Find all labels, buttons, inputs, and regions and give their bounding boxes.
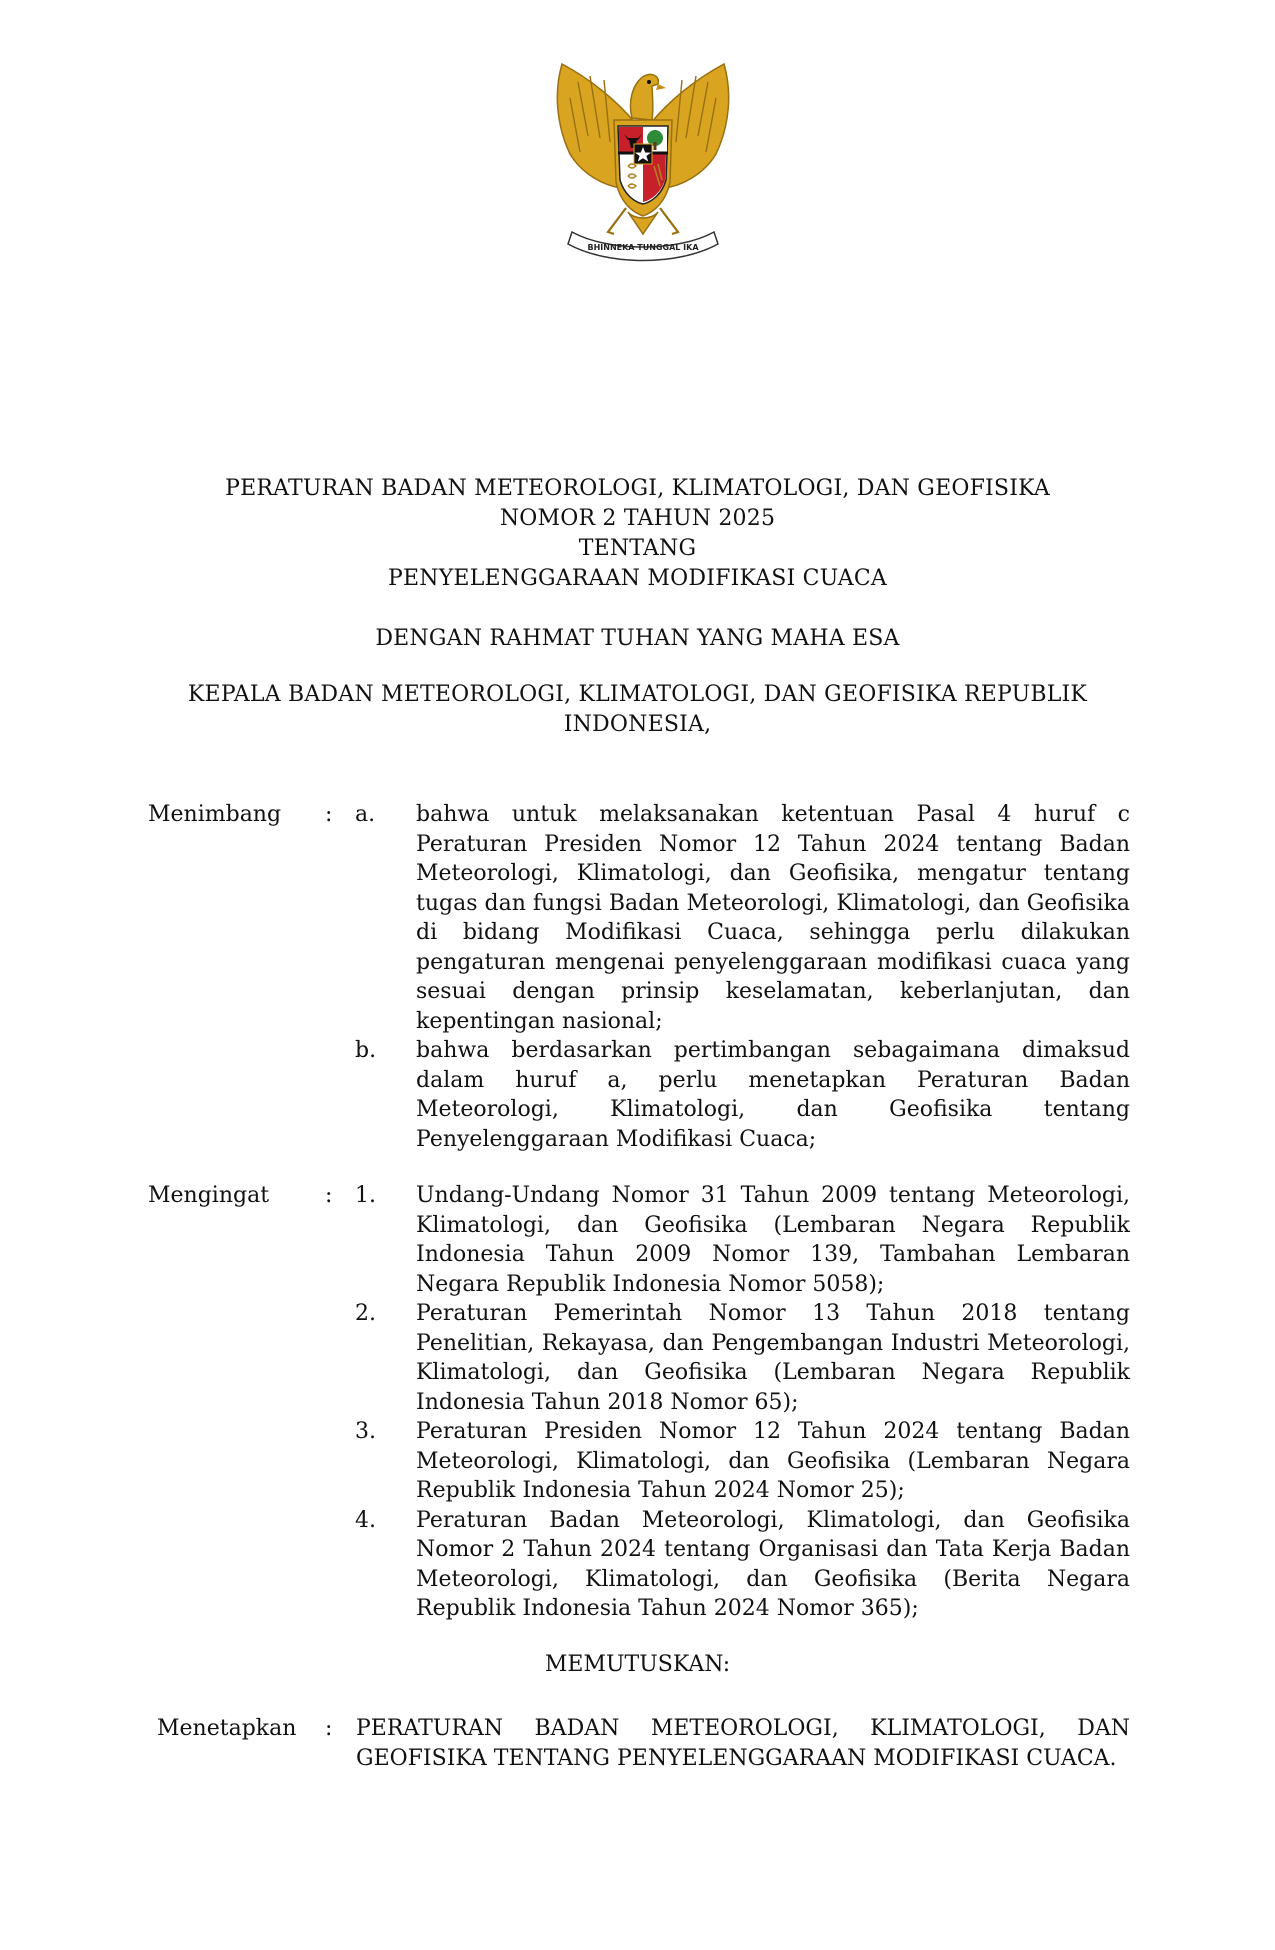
emblem-motto: BHINNEKA TUNGGAL IKA <box>587 243 699 252</box>
rahmat-heading: DENGAN RAHMAT TUHAN YANG MAHA ESA <box>375 626 900 651</box>
title-line-1: PERATURAN BADAN METEOROLOGI, KLIMATOLOGI, DAN GEOFISIKA <box>225 476 1050 501</box>
regulation-title <box>100 474 1175 594</box>
menetapkan-section <box>0 1714 1275 1773</box>
item-text: Peraturan Badan Meteorologi, Klimatologi, dan Geofisika Nomor 2 Tahun 2024 tentang Organisasi dan Tata Kerja Badan Meteorologi, Klimatologi, dan Geofisika (Berita Negara Republik Indonesia Tahun 2024 Nomor 365); <box>416 1507 1130 1621</box>
menimbang-item <box>0 800 1275 1036</box>
mengingat-item <box>0 1299 1275 1417</box>
mengingat-colon: : <box>325 1183 333 1208</box>
garuda-emblem-icon <box>548 62 738 268</box>
menimbang-colon: : <box>325 802 333 827</box>
mengingat-section <box>0 1181 1275 1624</box>
menimbang-section <box>0 800 1275 1154</box>
item-text: Peraturan Pemerintah Nomor 13 Tahun 2018 tentang Penelitian, Rekayasa, dan Pengembangan Industri Meteorologi, Klimatologi, dan Geofisika (Lembaran Negara Republik Indonesia Tahun 2018 Nomor 65); <box>416 1301 1130 1415</box>
title-line-4: PENYELENGGARAAN MODIFIKASI CUACA <box>388 566 887 591</box>
item-marker: 2. <box>355 1301 376 1326</box>
memutuskan-heading: MEMUTUSKAN: <box>544 1652 731 1677</box>
item-text: bahwa berdasarkan pertimbangan sebagaimana dimaksud dalam huruf a, perlu menetapkan Peraturan Badan Meteorologi, Klimatologi, dan Geofisika tentang Penyelenggaraan Modifikasi Cuaca; <box>416 1038 1130 1152</box>
title-line-2: NOMOR 2 TAHUN 2025 <box>499 506 776 531</box>
item-marker: b. <box>355 1038 377 1063</box>
kepala-line-2: INDONESIA, <box>563 712 712 737</box>
menetapkan-text: PERATURAN BADAN METEOROLOGI, KLIMATOLOGI, DAN GEOFISIKA TENTANG PENYELENGGARAAN MODIFIKASI CUACA. <box>356 1716 1130 1771</box>
item-marker: 3. <box>355 1419 376 1444</box>
garuda-pancasila-emblem <box>548 62 738 268</box>
title-line-3: TENTANG <box>578 536 697 561</box>
kepala-heading <box>100 680 1175 740</box>
mengingat-item <box>0 1181 1275 1299</box>
item-marker: a. <box>355 802 376 827</box>
item-text: Peraturan Presiden Nomor 12 Tahun 2024 tentang Badan Meteorologi, Klimatologi, dan Geofisika (Lembaran Negara Republik Indonesia Tahun 2024 Nomor 25); <box>416 1419 1130 1503</box>
item-marker: 4. <box>355 1507 376 1533</box>
menetapkan-label: Menetapkan <box>157 1716 297 1741</box>
mengingat-item <box>0 1506 1275 1624</box>
menimbang-label: Menimbang <box>148 802 282 827</box>
menetapkan-colon: : <box>325 1716 333 1741</box>
item-marker: 1. <box>355 1183 376 1208</box>
mengingat-label: Mengingat <box>148 1183 270 1208</box>
item-text: bahwa untuk melaksanakan ketentuan Pasal 4 huruf c Peraturan Presiden Nomor 12 Tahun 2024 tentang Badan Meteorologi, Klimatologi, dan Geofisika, mengatur tentang tugas dan fungsi Badan Meteorologi, Klimatologi, dan Geofisika di bidang Modifikasi Cuaca, sehingga perlu dilakukan pengaturan mengenai penyelenggaraan modifikasi cuaca yang sesuai dengan prinsip keselamatan, keberlanjutan, dan kepentingan nasional; <box>416 802 1130 1034</box>
item-text: Undang-Undang Nomor 31 Tahun 2009 tentang Meteorologi, Klimatologi, dan Geofisika (Lembaran Negara Republik Indonesia Tahun 2009 Nomor 139, Tambahan Lembaran Negara Republik Indonesia Nomor 5058); <box>416 1183 1130 1297</box>
kepala-line-1: KEPALA BADAN METEOROLOGI, KLIMATOLOGI, DAN GEOFISIKA REPUBLIK <box>187 682 1088 707</box>
mengingat-item <box>0 1417 1275 1506</box>
menimbang-item <box>0 1036 1275 1154</box>
